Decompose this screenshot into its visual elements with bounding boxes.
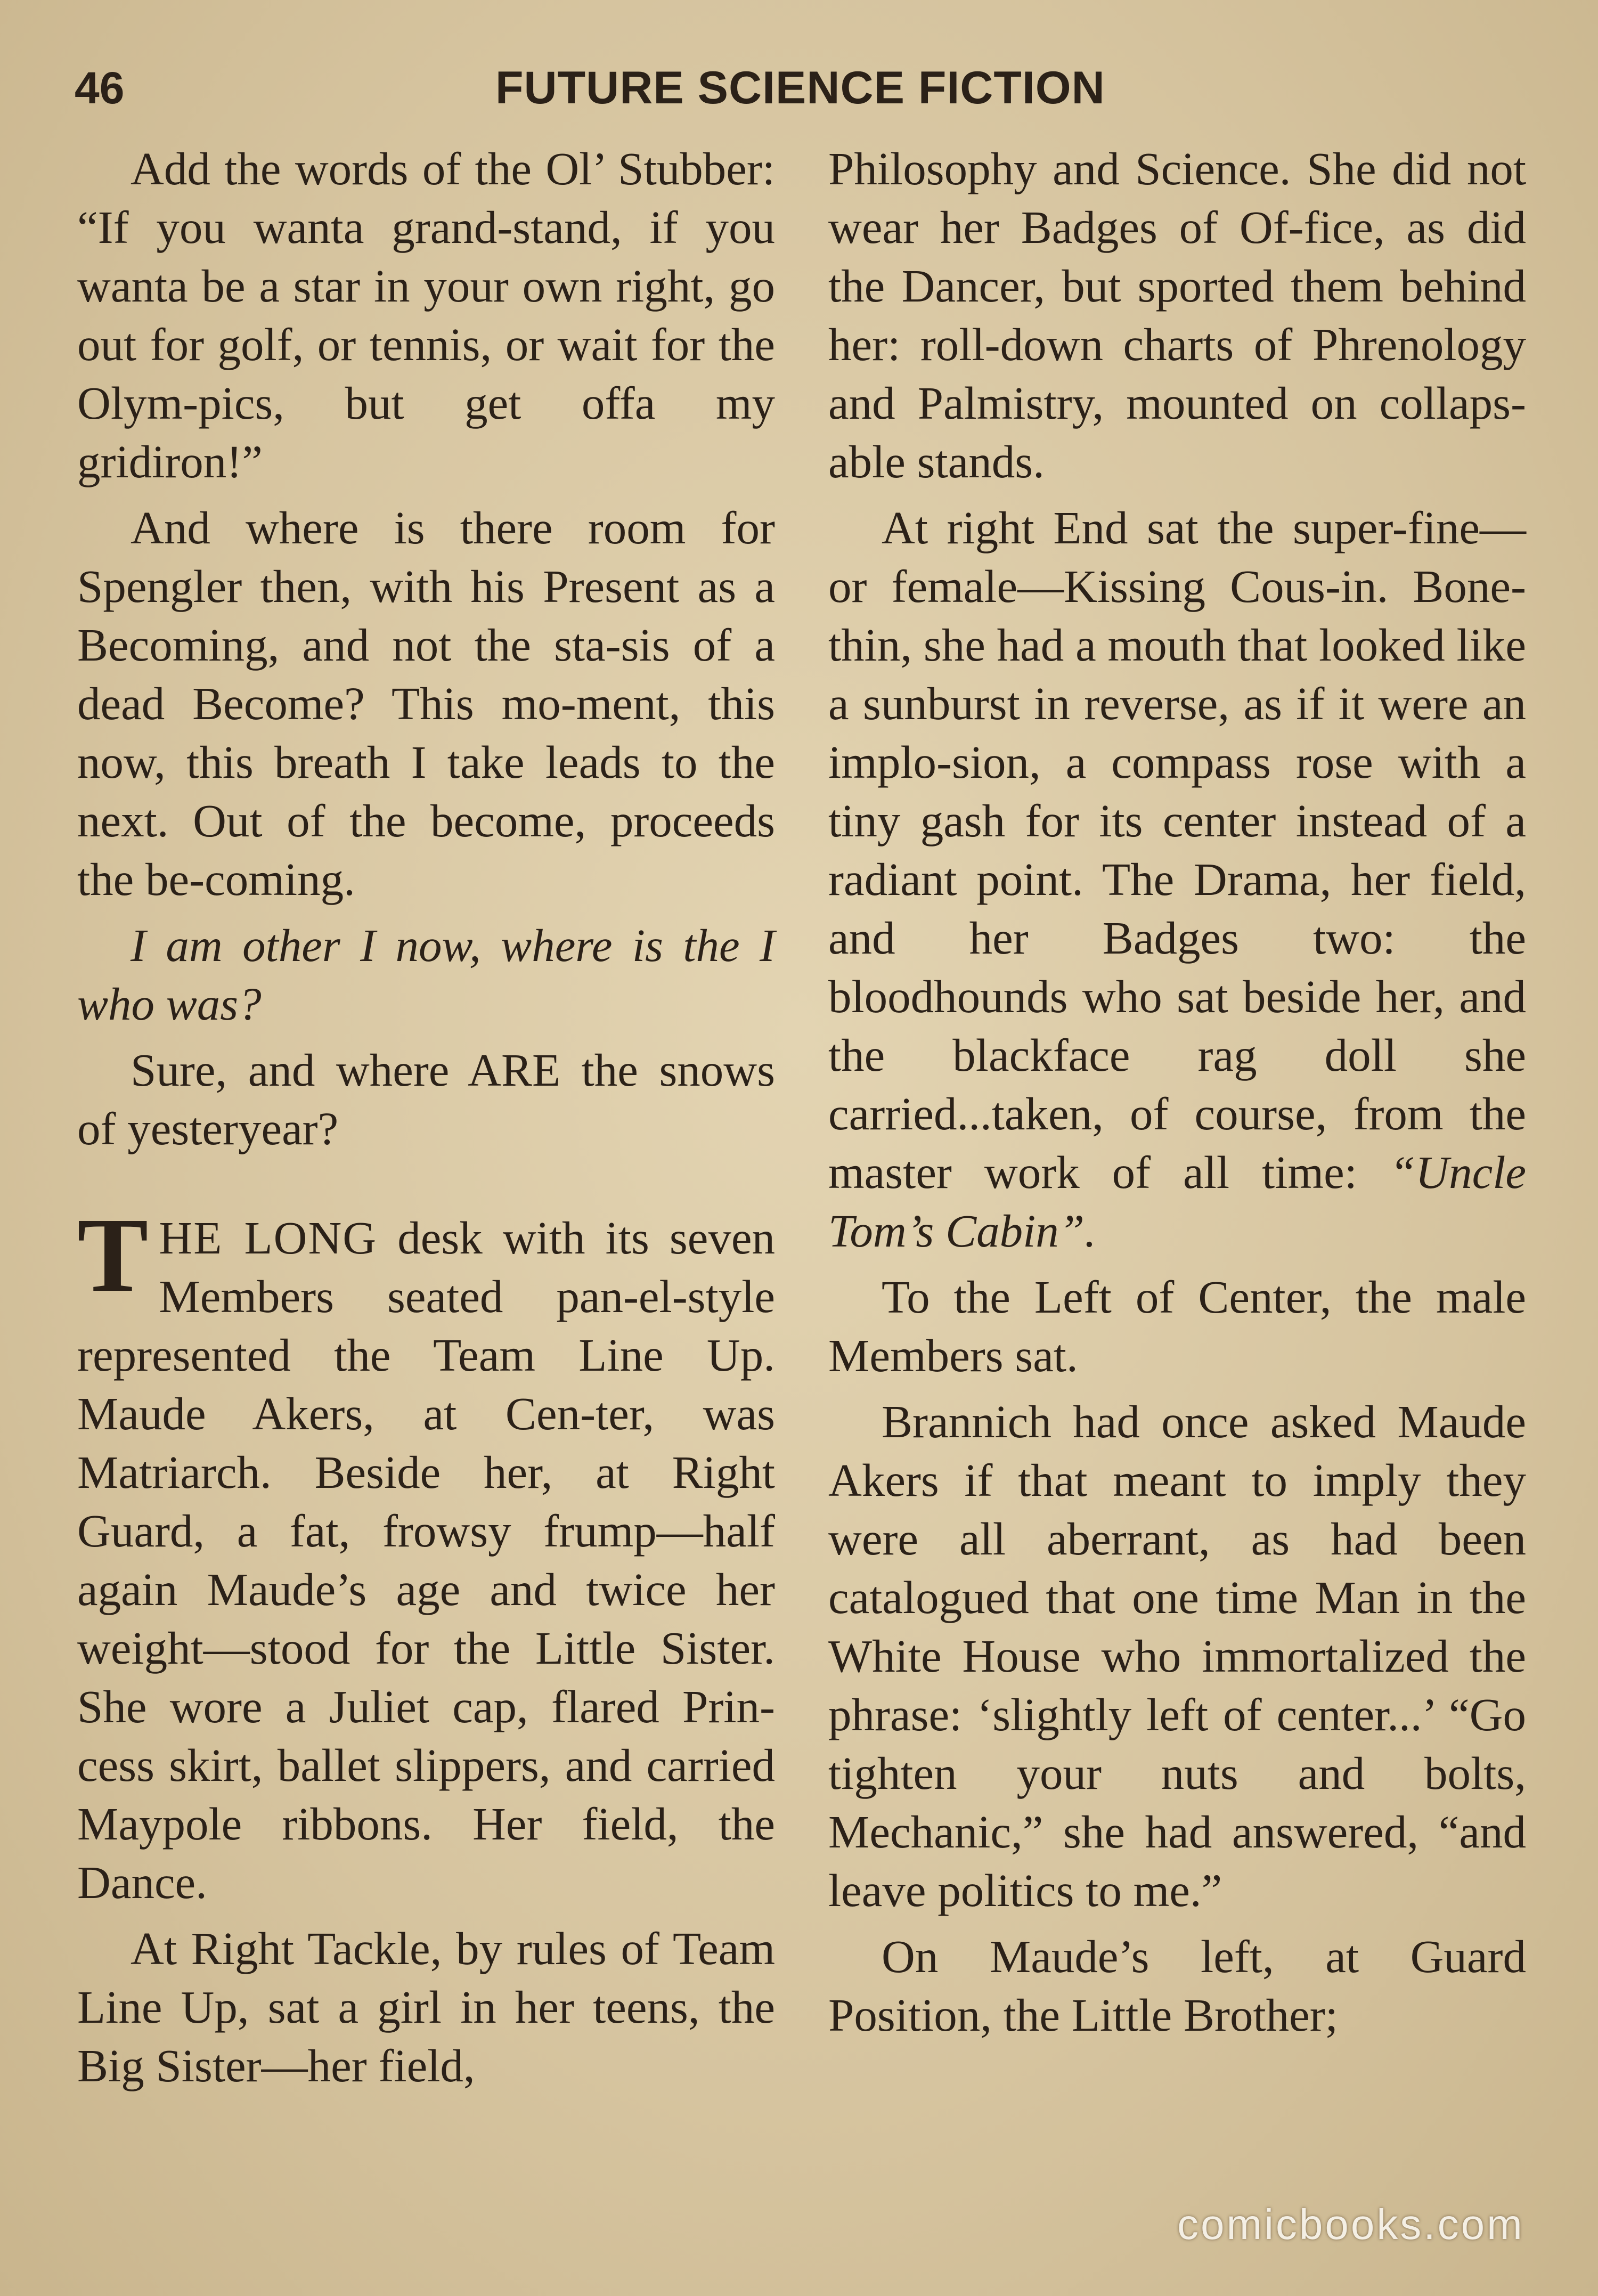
page-header xyxy=(75,59,1534,117)
paragraph: Add the words of the Ol’ Stubber: “If you wanta grand-stand, if you wanta be a star in your own right, go out for golf, or tennis, or wait for the Olym-pics, but get offa my gridiron!” xyxy=(77,143,775,487)
paragraph: On Maude’s left, at Guard Position, the Little Brother; xyxy=(828,1931,1526,2041)
paragraph: And where is there room for Spengler then, with his Present as a Becoming, and not the sta-sis of a dead Become? This mo-ment, this now, this breath I take leads to the next. Out of the become, proceeds the be-coming. xyxy=(77,502,775,905)
paragraph-text: At right End sat the super-fine—or female—Kissing Cous-in. Bone-thin, she had a mouth that looked like a sunburst in reverse, as if it were an implo-sion, a compass rose with a tiny gash for its center instead of a radiant point. The Drama, her field, and her Badges two: the bloodhounds who sat beside her, and the blackface rag doll she carried...taken, of course, from the master work of all time: xyxy=(828,502,1526,1198)
right-column xyxy=(828,140,1526,2052)
page-number: 46 xyxy=(75,63,125,113)
drop-cap: T xyxy=(77,1196,149,1314)
paragraph xyxy=(828,499,1526,1260)
running-title: FUTURE SCIENCE FICTION xyxy=(495,62,1105,113)
paragraph: To the Left of Center, the male Members sat. xyxy=(828,1271,1526,1381)
small-caps-lead: HE LONG xyxy=(159,1212,378,1264)
watermark: comicbooks.com xyxy=(1177,2201,1524,2248)
paragraph-text: desk with its seven Members seated pan-el-style represented the Team Line Up. Maude Akers, at Cen-ter, was Matriarch. Beside her, at Right Guard, a fat, frowsy frump—half again Maude’s age and twice her weight—stood for the Little Sister. She wore a Juliet cap, flared Prin-cess skirt, ballet slippers, and carried Maypole ribbons. Her field, the Dance. xyxy=(77,1212,775,1908)
paragraph: Philosophy and Science. She did not wear her Badges of Of-fice, as did the Dancer, but sported them behind her: roll-down charts of Phrenology and Palmistry, mounted on collaps-able stands. xyxy=(828,143,1526,487)
paragraph: Sure, and where ARE the snows of yesteryear? xyxy=(77,1044,775,1154)
italic-paragraph: I am other I now, where is the I who was? xyxy=(77,919,775,1030)
left-column xyxy=(77,140,775,2103)
book-title: “Uncle Tom’s Cabin”. xyxy=(828,1146,1526,1257)
section-opening-paragraph xyxy=(77,1196,775,1912)
paragraph: At Right Tackle, by rules of Team Line Up, sat a girl in her teens, the Big Sister—her field, xyxy=(77,1923,775,2091)
paragraph: Brannich had once asked Maude Akers if that meant to imply they were all aberrant, as had been catalogued that one time Man in the White House who immortalized the phrase: ‘slightly left of center...’ “Go tighten your nuts and bolts, Mechanic,” she had answered, “and leave politics to me.” xyxy=(828,1396,1526,1916)
